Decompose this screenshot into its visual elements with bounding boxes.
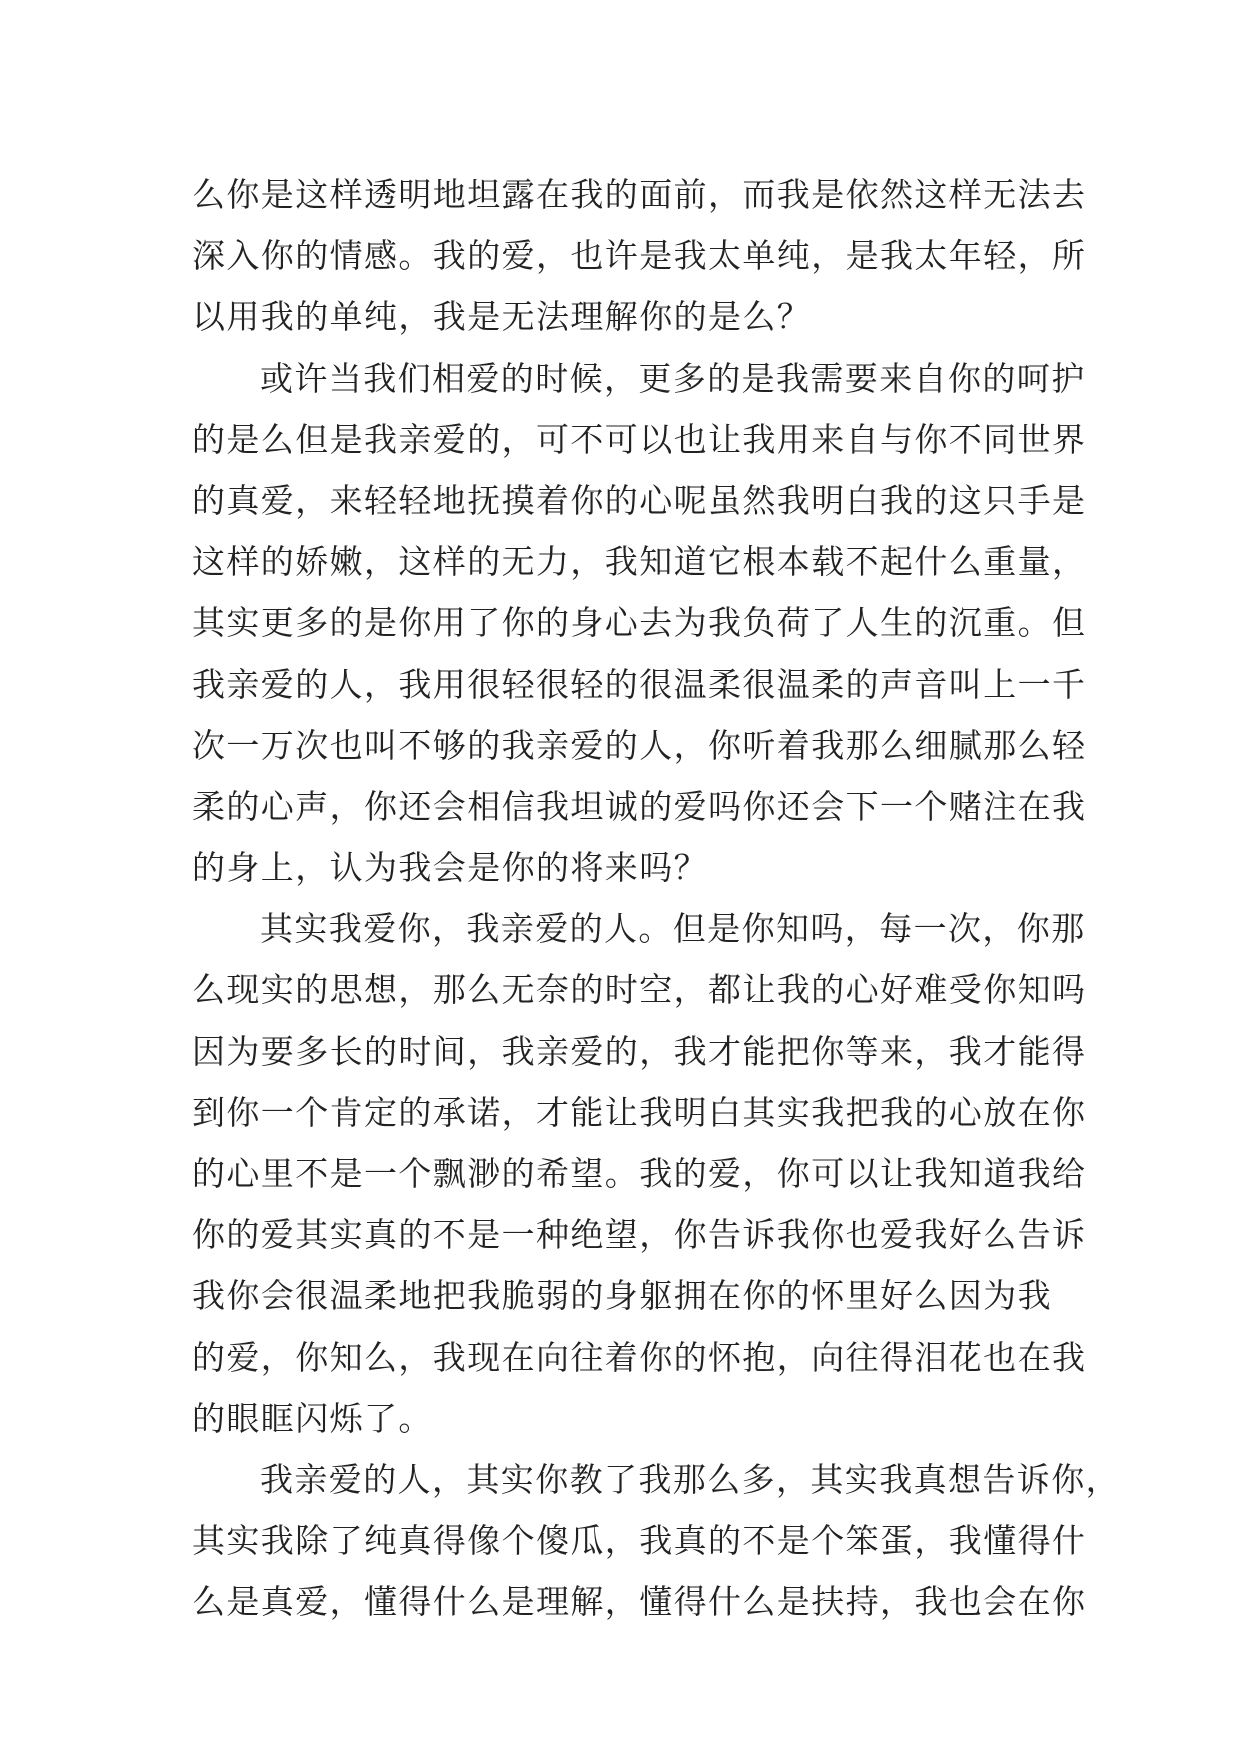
text-line: 的心里不是一个飘渺的希望。我的爱，你可以让我知道我给 <box>192 1154 1087 1193</box>
text-line: 么你是这样透明地坦露在我的面前，而我是依然这样无法去 <box>192 175 1087 214</box>
paragraph-first-line: 其实我爱你，我亲爱的人。但是你知吗，每一次，你那 <box>260 909 1086 949</box>
paragraph-first-line: 我亲爱的人，其实你教了我那么多，其实我真想告诉你， <box>260 1459 1120 1499</box>
text-line: 其实更多的是你用了你的身心去为我负荷了人生的沉重。但 <box>192 603 1087 643</box>
body-text <box>192 164 1120 1633</box>
text-line: 其实我除了纯真得像个傻瓜，我真的不是个笨蛋，我懂得什 <box>192 1521 1087 1561</box>
text-line: 么是真爱，懂得什么是理解，懂得什么是扶持，我也会在你 <box>192 1582 1087 1622</box>
paragraph-first-line: 或许当我们相爱的时候，更多的是我需要来自你的呵护 <box>260 358 1086 398</box>
text-line: 因为要多长的时间，我亲爱的，我才能把你等来，我才能得 <box>192 1031 1087 1071</box>
text-line: 的是么但是我亲爱的，可不可以也让我用来自与你不同世界 <box>192 419 1087 459</box>
text-line: 以用我的单纯，我是无法理解你的是么？ <box>192 297 812 337</box>
text-line: 么现实的思想，那么无奈的时空，都让我的心好难受你知吗 <box>192 970 1087 1010</box>
text-line: 的真爱，来轻轻地抚摸着你的心呢虽然我明白我的这只手是 <box>192 480 1087 520</box>
text-line: 到你一个肯定的承诺，才能让我明白其实我把我的心放在你 <box>192 1092 1087 1132</box>
text-line: 的眼眶闪烁了。 <box>192 1398 433 1438</box>
text-line: 的爱，你知么，我现在向往着你的怀抱，向往得泪花也在我 <box>192 1337 1087 1377</box>
text-line: 柔的心声，你还会相信我坦诚的爱吗你还会下一个赌注在我 <box>192 786 1087 826</box>
text-line: 深入你的情感。我的爱，也许是我太单纯，是我太年轻，所 <box>192 236 1087 276</box>
text-line: 我亲爱的人，我用很轻很轻的很温柔很温柔的声音叫上一千 <box>192 664 1087 704</box>
text-line: 次一万次也叫不够的我亲爱的人，你听着我那么细腻那么轻 <box>192 725 1087 765</box>
text-line: 我你会很温柔地把我脆弱的身躯拥在你的怀里好么因为我 <box>192 1276 1052 1316</box>
text-line: 你的爱其实真的不是一种绝望，你告诉我你也爱我好么告诉 <box>192 1215 1087 1255</box>
text-line: 的身上，认为我会是你的将来吗？ <box>192 848 708 888</box>
text-line: 这样的娇嫩，这样的无力，我知道它根本载不起什么重量， <box>192 542 1087 582</box>
